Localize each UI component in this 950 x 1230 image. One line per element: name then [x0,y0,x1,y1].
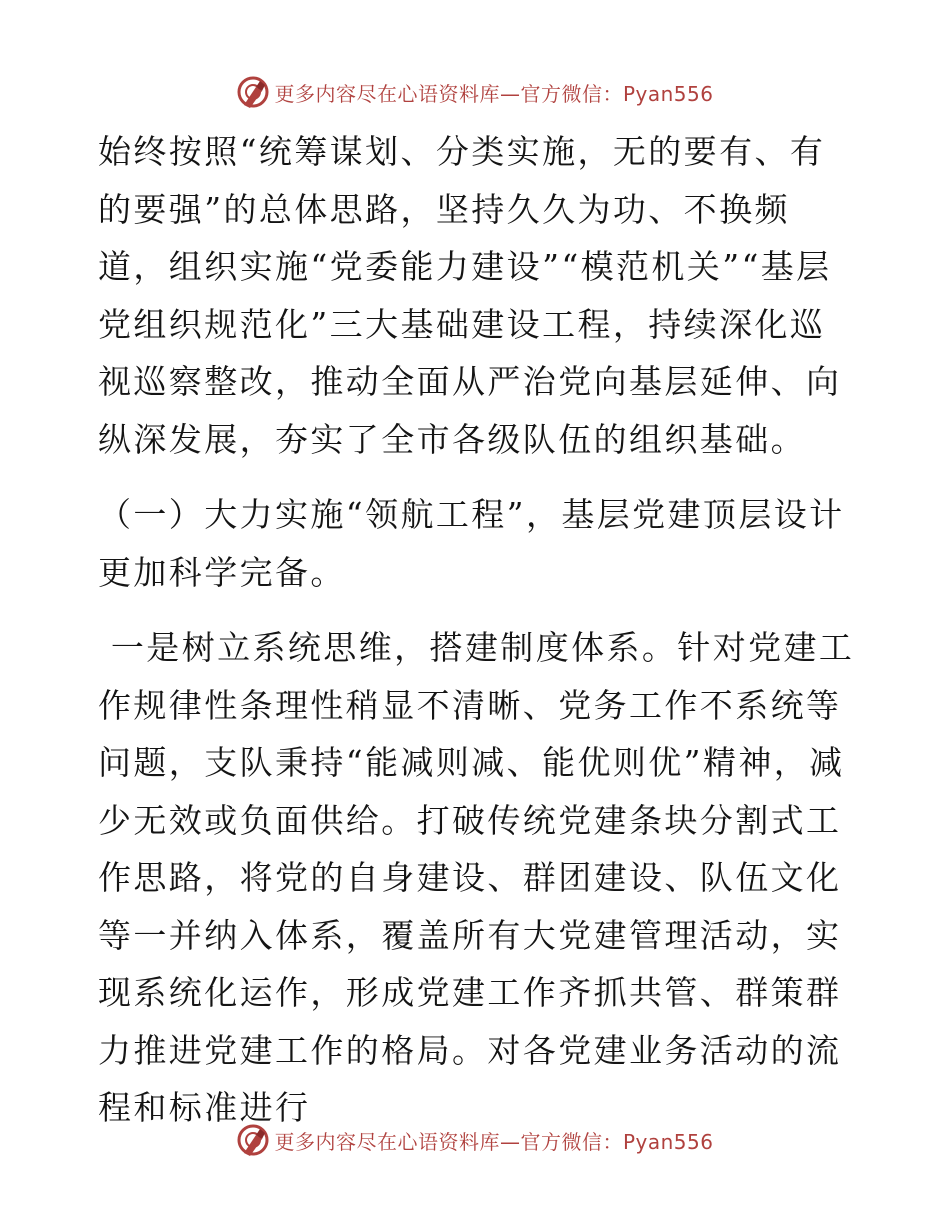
header-banner-text: 更多内容尽在心语资料库—官方微信：Pyan556 [274,81,714,106]
paragraph-system-thinking: 一是树立系统思维，搭建制度体系。针对党建工作规律性条理性稍显不清晰、党务工作不系统等问题，支队秉持“能减则减、能优则优”精神，减少无效或负面供给。打破传统党建条块分割式工作思路，将党的自身建设、群团建设、队伍文化等一并纳入体系，覆盖所有大党建管理活动，实现系统化运作，形成党建工作齐抓共管、群策群力推进党建工作的格局。对各党建业务活动的流程和标准进行 [98,628,855,1127]
paragraph-intro: 始终按照“统筹谋划、分类实施，无的要有、有的要强”的总体思路，坚持久久为功、不换频道，组织实施“党委能力建设”“模范机关”“基层党组织规范化”三大基础建设工程，持续深化巡视巡察整改，推动全面从严治党向基层延伸、向纵深发展，夯实了全市各级队伍的组织基础。 [98,132,842,459]
footer-banner [0,1120,950,1160]
footer-banner-text: 更多内容尽在心语资料库—官方微信：Pyan556 [274,1129,714,1154]
pen-logo-icon [236,1123,270,1157]
pen-logo-icon [236,75,270,109]
document-body [98,123,858,1137]
header-banner [0,72,950,112]
section-heading: （一）大力实施“领航工程”，基层党建顶层设计更加科学完备。 [98,495,845,592]
